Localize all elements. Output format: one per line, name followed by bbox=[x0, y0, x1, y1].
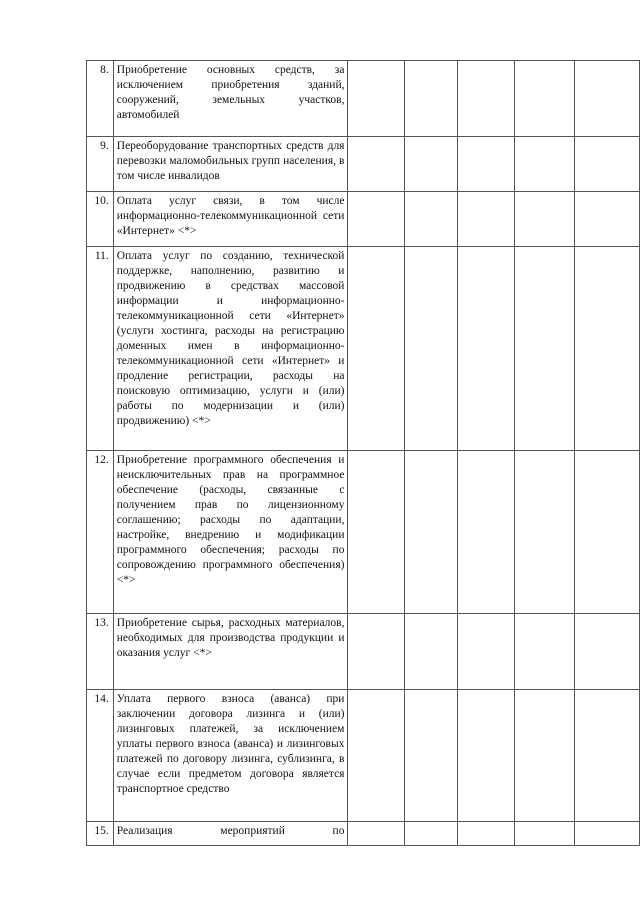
empty-cell bbox=[574, 61, 639, 137]
empty-cell bbox=[458, 247, 514, 451]
row-number: 13. bbox=[87, 614, 114, 690]
empty-cell bbox=[348, 61, 404, 137]
empty-cell bbox=[404, 137, 457, 192]
row-description: Приобретение основных средств, за исключением приобретения зданий, сооружений, земельных участков, автомобилей bbox=[113, 61, 348, 137]
row-description: Оплата услуг связи, в том числе информационно-телекоммуникационной сети «Интернет» <*> bbox=[113, 192, 348, 247]
row-description: Оплата услуг по созданию, технической поддержке, наполнению, развитию и продвижению в средствах массовой информации и информационно-телекоммуникационной сети «Интернет» (услуги хостинга, расходы на регистрацию доменных имен в информационно-телекоммуникационной сети «Интернет» и продление регистрации, расходы на поисковую оптимизацию, услуги и (или) работы по модернизации и (или) продвижению) <*> bbox=[113, 247, 348, 451]
empty-cell bbox=[514, 192, 574, 247]
table-row bbox=[87, 61, 640, 137]
empty-cell bbox=[348, 247, 404, 451]
table-row bbox=[87, 192, 640, 247]
empty-cell bbox=[404, 247, 457, 451]
row-number: 15. bbox=[87, 822, 114, 846]
empty-cell bbox=[514, 137, 574, 192]
row-number: 12. bbox=[87, 451, 114, 614]
empty-cell bbox=[574, 822, 639, 846]
empty-cell bbox=[348, 690, 404, 822]
empty-cell bbox=[514, 451, 574, 614]
empty-cell bbox=[574, 247, 639, 451]
empty-cell bbox=[458, 137, 514, 192]
row-description: Переоборудование транспортных средств для перевозки маломобильных групп населения, в том числе инвалидов bbox=[113, 137, 348, 192]
empty-cell bbox=[348, 614, 404, 690]
empty-cell bbox=[514, 614, 574, 690]
table-row bbox=[87, 137, 640, 192]
row-description: Уплата первого взноса (аванса) при заключении договора лизинга и (или) лизинговых платежей, за исключением уплаты первого взноса (аванса) и лизинговых платежей по договору лизинга, сублизинга, в случае если предметом договора является транспортное средство bbox=[113, 690, 348, 822]
empty-cell bbox=[404, 192, 457, 247]
row-number: 14. bbox=[87, 690, 114, 822]
empty-cell bbox=[574, 690, 639, 822]
empty-cell bbox=[574, 137, 639, 192]
empty-cell bbox=[458, 690, 514, 822]
table-row bbox=[87, 247, 640, 451]
empty-cell bbox=[404, 822, 457, 846]
empty-cell bbox=[404, 690, 457, 822]
empty-cell bbox=[514, 822, 574, 846]
empty-cell bbox=[574, 614, 639, 690]
row-description: Реализация мероприятий по bbox=[113, 822, 348, 846]
empty-cell bbox=[348, 822, 404, 846]
empty-cell bbox=[514, 247, 574, 451]
empty-cell bbox=[514, 61, 574, 137]
empty-cell bbox=[458, 61, 514, 137]
empty-cell bbox=[574, 451, 639, 614]
row-number: 8. bbox=[87, 61, 114, 137]
row-number: 10. bbox=[87, 192, 114, 247]
table-row bbox=[87, 451, 640, 614]
row-number: 9. bbox=[87, 137, 114, 192]
empty-cell bbox=[458, 614, 514, 690]
empty-cell bbox=[458, 451, 514, 614]
row-description: Приобретение сырья, расходных материалов, необходимых для производства продукции и оказания услуг <*> bbox=[113, 614, 348, 690]
empty-cell bbox=[404, 614, 457, 690]
table-row bbox=[87, 614, 640, 690]
expenses-table bbox=[86, 60, 640, 846]
empty-cell bbox=[348, 451, 404, 614]
empty-cell bbox=[458, 192, 514, 247]
empty-cell bbox=[574, 192, 639, 247]
empty-cell bbox=[458, 822, 514, 846]
empty-cell bbox=[404, 61, 457, 137]
row-number: 11. bbox=[87, 247, 114, 451]
table-row bbox=[87, 690, 640, 822]
empty-cell bbox=[404, 451, 457, 614]
row-description: Приобретение программного обеспечения и неисключительных прав на программное обеспечение (расходы, связанные с получением прав по лицензионному соглашению; расходы по адаптации, настройке, внедрению и модификации программного обеспечения; расходы по сопровождению программного обеспечения) <*> bbox=[113, 451, 348, 614]
empty-cell bbox=[348, 192, 404, 247]
table-row bbox=[87, 822, 640, 846]
empty-cell bbox=[348, 137, 404, 192]
document-page bbox=[86, 60, 640, 846]
empty-cell bbox=[514, 690, 574, 822]
